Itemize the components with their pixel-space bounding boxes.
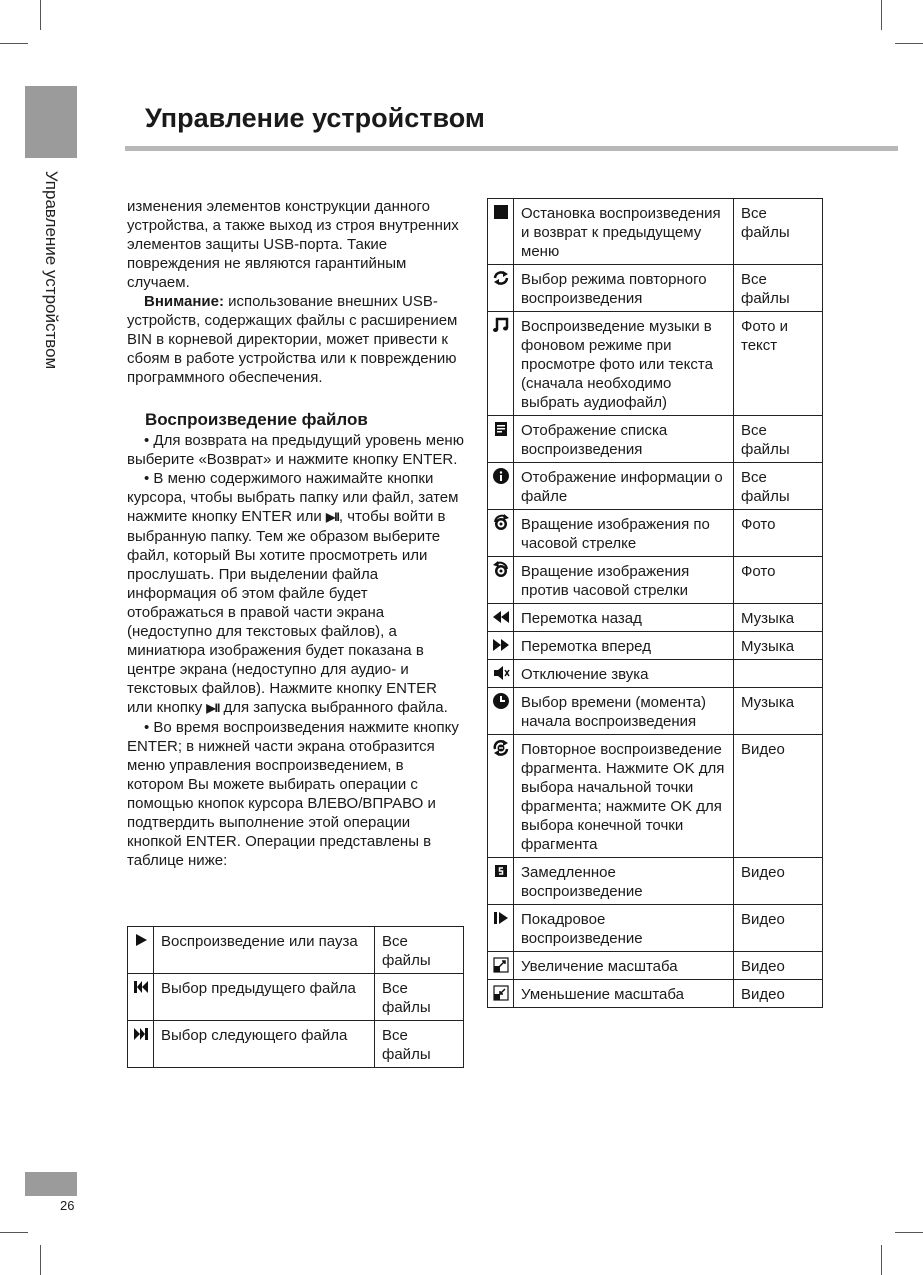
right-operations-table xyxy=(487,198,823,1008)
next-file-icon xyxy=(132,1025,150,1043)
intro-paragraph: изменения элементов конструкции данного устройства, а также выход из строя внутренних элементов защиты USB-порта. Такие повреждения не являются гарантийным случаем. xyxy=(127,198,459,291)
icon-cell xyxy=(488,660,514,688)
table-row xyxy=(488,735,823,858)
crop-mark xyxy=(40,0,41,30)
table-row xyxy=(488,463,823,510)
files-cell: Все файлы xyxy=(734,463,823,510)
slow-motion-icon xyxy=(492,862,510,880)
play-pause-icon: ▶II xyxy=(325,510,339,524)
bullet-navigation xyxy=(127,469,464,718)
rotate-counterclockwise-icon xyxy=(492,561,510,579)
header-tab-block xyxy=(25,86,77,158)
bullet-playback-menu: • Во время воспроизведения нажмите кнопку ENTER; в нижней части экрана отобразится меню управления воспроизведением, в котором Вы можете выбирать операции с помощью кнопок курсора ВЛЕВО/ВПРАВО и подтвердить выполнение этой операции кнопкой ENTER. Операции представлены в таблице ниже: xyxy=(127,719,459,869)
info-icon xyxy=(492,467,510,485)
files-cell: Все файлы xyxy=(734,416,823,463)
table-row xyxy=(488,660,823,688)
warning-paragraph xyxy=(127,292,464,387)
music-note-icon xyxy=(492,316,510,334)
operation-cell: Выбор следующего файла xyxy=(154,1021,375,1068)
page-title: Управление устройством xyxy=(145,103,485,133)
operation-cell: Увеличение масштаба xyxy=(514,952,734,980)
icon-cell xyxy=(488,416,514,463)
operation-cell: Выбор предыдущего файла xyxy=(154,974,375,1021)
rewind-icon xyxy=(492,608,510,626)
table-row xyxy=(488,952,823,980)
files-cell: Видео xyxy=(734,952,823,980)
table-row xyxy=(488,199,823,265)
table-row xyxy=(488,980,823,1008)
table-row xyxy=(488,632,823,660)
table-row xyxy=(128,927,464,974)
repeat-ab-icon xyxy=(492,739,510,757)
table-row xyxy=(488,688,823,735)
operation-cell: Повторное воспроизведение фрагмента. Нажмите OK для выбора начальной точки фрагмента; нажмите OK для выбора конечной точки фрагмента xyxy=(514,735,734,858)
operation-cell: Отображение списка воспроизведения xyxy=(514,416,734,463)
repeat-icon xyxy=(492,269,510,287)
operation-cell: Выбор времени (момента) начала воспроизведения xyxy=(514,688,734,735)
crop-mark xyxy=(895,1232,923,1233)
icon-cell xyxy=(488,632,514,660)
left-column xyxy=(127,197,464,870)
icon-cell xyxy=(488,952,514,980)
playback-section-title: Воспроизведение файлов xyxy=(145,410,368,429)
zoom-in-icon xyxy=(492,956,510,974)
operation-cell: Отключение звука xyxy=(514,660,734,688)
files-cell: Видео xyxy=(734,858,823,905)
warning-text: использование внешних USB-устройств, содержащих файлы с расширением BIN в корневой директории, может привести к сбоям в работе устройства или к повреждению программного обеспечения. xyxy=(127,293,458,386)
operation-cell: Вращение изображения против часовой стрелки xyxy=(514,557,734,604)
files-cell: Фото и текст xyxy=(734,312,823,416)
crop-mark xyxy=(40,1245,41,1275)
play-icon xyxy=(132,931,150,949)
left-operations-table xyxy=(127,926,464,1068)
footer-block xyxy=(25,1172,77,1196)
crop-mark xyxy=(881,1245,882,1275)
crop-mark xyxy=(0,43,28,44)
operation-cell: Вращение изображения по часовой стрелке xyxy=(514,510,734,557)
table-row xyxy=(488,312,823,416)
play-pause-icon: ▶II xyxy=(206,701,220,715)
table-row xyxy=(488,905,823,952)
table-row xyxy=(128,974,464,1021)
files-cell: Все файлы xyxy=(734,199,823,265)
zoom-out-icon xyxy=(492,984,510,1002)
mute-icon xyxy=(492,664,510,682)
table-row xyxy=(488,510,823,557)
table-row xyxy=(128,1021,464,1068)
table-row xyxy=(488,604,823,632)
files-cell: Все файлы xyxy=(375,1021,464,1068)
files-cell: Фото xyxy=(734,557,823,604)
operation-cell: Воспроизведение музыки в фоновом режиме при просмотре фото или текста (сначала необходимо выбрать аудиофайл) xyxy=(514,312,734,416)
bullet-navigation-text-3: для запуска выбранного файла. xyxy=(219,699,448,716)
crop-mark xyxy=(0,1232,28,1233)
operation-cell: Покадровое воспроизведение xyxy=(514,905,734,952)
previous-file-icon xyxy=(132,978,150,996)
icon-cell xyxy=(488,312,514,416)
files-cell: Фото xyxy=(734,510,823,557)
files-cell: Все файлы xyxy=(375,974,464,1021)
icon-cell xyxy=(488,980,514,1008)
operation-cell: Воспроизведение или пауза xyxy=(154,927,375,974)
icon-cell xyxy=(488,905,514,952)
crop-mark xyxy=(881,0,882,30)
table-row xyxy=(488,858,823,905)
table-row xyxy=(488,557,823,604)
icon-cell xyxy=(488,265,514,312)
files-cell: Все файлы xyxy=(734,265,823,312)
table-row xyxy=(488,265,823,312)
icon-cell xyxy=(488,735,514,858)
playlist-icon xyxy=(492,420,510,438)
files-cell: Видео xyxy=(734,735,823,858)
icon-cell xyxy=(488,510,514,557)
files-cell: Музыка xyxy=(734,604,823,632)
files-cell: Музыка xyxy=(734,688,823,735)
icon-cell xyxy=(488,858,514,905)
icon-cell xyxy=(488,604,514,632)
bullet-return: • Для возврата на предыдущий уровень меню выберите «Возврат» и нажмите кнопку ENTER. xyxy=(127,432,464,468)
icon-cell xyxy=(128,974,154,1021)
stop-icon xyxy=(492,203,510,221)
operation-cell: Выбор режима повторного воспроизведения xyxy=(514,265,734,312)
bullet-navigation-text-1: • В меню содержимого нажимайте кнопки курсора, чтобы выбрать папку или файл, затем нажмите кнопку ENTER или xyxy=(127,470,459,525)
side-section-label: Управление устройством xyxy=(42,170,61,370)
operation-cell: Уменьшение масштаба xyxy=(514,980,734,1008)
step-frame-icon xyxy=(492,909,510,927)
icon-cell xyxy=(488,463,514,510)
operation-cell: Остановка воспроизведения и возврат к предыдущему меню xyxy=(514,199,734,265)
crop-mark xyxy=(895,43,923,44)
files-cell: Видео xyxy=(734,980,823,1008)
bullet-navigation-text-2: , чтобы войти в выбранную папку. Тем же образом выберите файл, который Вы хотите просмотреть или прослушать. При выделении файла информация об этом файле будет отображаться в правой части экрана (недоступно для текстовых файлов), а миниатюра изображения будет показана в центре экрана (недоступно для аудио- и текстовых файлов). Нажмите кнопку ENTER или кнопку xyxy=(127,508,446,716)
icon-cell xyxy=(128,927,154,974)
operation-cell: Перемотка вперед xyxy=(514,632,734,660)
warning-label: Внимание: xyxy=(144,293,224,310)
operation-cell: Перемотка назад xyxy=(514,604,734,632)
table-row xyxy=(488,416,823,463)
icon-cell xyxy=(488,199,514,265)
files-cell xyxy=(734,660,823,688)
clock-icon xyxy=(492,692,510,710)
files-cell: Видео xyxy=(734,905,823,952)
page-number: 26 xyxy=(60,1198,75,1213)
files-cell: Все файлы xyxy=(375,927,464,974)
icon-cell xyxy=(488,688,514,735)
fast-forward-icon xyxy=(492,636,510,654)
operation-cell: Отображение информации о файле xyxy=(514,463,734,510)
title-rule xyxy=(125,146,898,151)
operation-cell: Замедленное воспроизведение xyxy=(514,858,734,905)
files-cell: Музыка xyxy=(734,632,823,660)
icon-cell xyxy=(128,1021,154,1068)
rotate-clockwise-icon xyxy=(492,514,510,532)
icon-cell xyxy=(488,557,514,604)
